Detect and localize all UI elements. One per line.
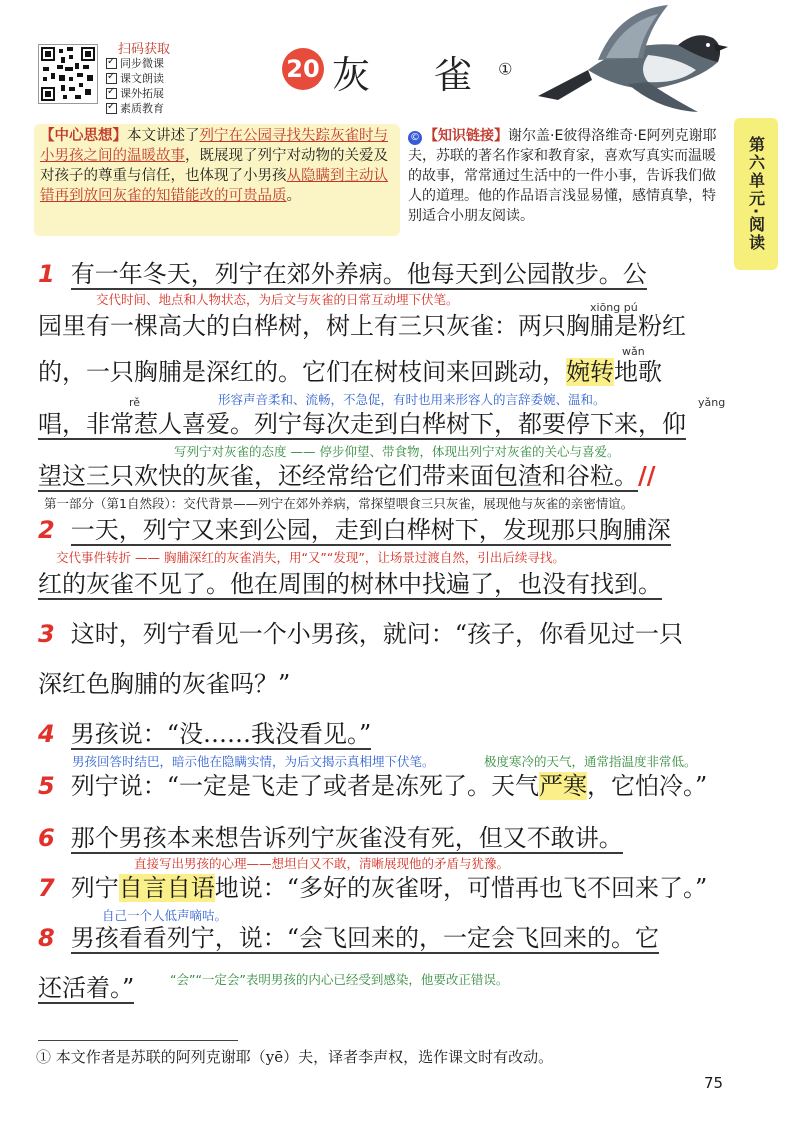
unit-tab[interactable]: 第六单元·阅读 [734,118,778,270]
p5-text: 列宁说：“一定是飞走了或者是冻死了。天气 [70,772,539,800]
pinyin-re: rě [129,396,141,409]
p1-line-1 [38,254,738,294]
lesson-number-badge: 20 [282,48,324,90]
scan-title: 扫码获取 [118,42,171,57]
lesson-title-text: 灰 雀 [332,53,499,97]
check-icon [106,103,117,114]
p3-line-1 [38,614,738,654]
check-icon [106,88,117,99]
p1-line-2: 园里有一棵高大的白桦树，树上有三只灰雀：两只胸脯是粉红 [38,312,686,340]
check-icon [106,73,117,84]
note-p1-setting: 交代时间、地点和人物状态，为后文与灰雀的日常互动埋下伏笔。 [96,292,459,307]
p1-text: 地歌 [614,358,662,386]
p4-text: 男孩说：“没……我没看见。” [70,720,372,748]
p1-line-5 [38,456,738,496]
p1-text: 唱，非常惹人喜爱。列宁每次走到白桦树下，都要停下来，仰 [38,410,686,438]
note-ziyanziyu: 自己一个人低声嘀咕。 [102,908,228,923]
center-idea-underline: 从隐瞒到主动认错再到放回灰雀的知错能改的可贵品质 [40,168,388,204]
keyword-ziyanziyu[interactable]: 自言自语 [118,874,215,902]
p5-line-1 [38,766,738,806]
pinyin-wan: wǎn [622,345,645,358]
section-divider: // [638,461,656,490]
center-idea-tag: 【中心思想】 [40,128,127,144]
p8-line-1 [38,918,738,958]
paragraph-number: 7 [38,874,55,902]
footnote-divider [38,1040,238,1041]
p4-line-1 [38,714,738,754]
p7-text: 地说：“多好的灰雀呀，可惜再也飞不回来了。” [214,874,708,902]
p1-line-4 [38,404,738,444]
p2-line-1 [38,510,738,550]
lesson-title [332,44,512,99]
p7-line-1 [38,868,738,908]
knowledge-link-text: 谢尔盖·E彼得洛维奇·E阿列克谢耶夫，苏联的著名作家和教育家，喜欢写真实而温暖的故事，常常通过生活中的一件小事，告诉我们做人的道理。他的作品语言浅显易懂，感情真挚，特别适合小朋友阅读。 [408,128,717,224]
p2-line-2 [38,564,738,604]
p1-text: 有一年冬天，列宁在郊外养病。他每天到公园散步。公 [70,260,647,288]
scan-item-label: 素质教育 [120,102,164,115]
note-boy-mind: 直接写出男孩的心理——想坦白又不敢，清晰展现他的矛盾与犹豫。 [134,856,510,871]
check-icon [106,58,117,69]
paragraph-number: 6 [38,824,55,852]
page-number: 75 [704,1074,724,1092]
p5-text: ，它怕冷。” [586,772,708,800]
paragraph-number: 4 [38,720,55,748]
scan-item-label: 课文朗读 [120,72,164,85]
paragraph-number: 5 [38,772,55,800]
p7-text: 列宁 [70,874,119,902]
p8-text: 男孩看看列宁，说：“会飞回来的，一定会飞回来的。它 [70,924,659,952]
keyword-yanhan[interactable]: 严寒 [538,772,587,800]
center-idea-part: 本文讲述了 [127,128,200,144]
p3-text: 这时，列宁看见一个小男孩，就问：“孩子，你看见过一只 [70,620,683,648]
center-idea-underline: 列宁在公园寻找失踪灰雀时与小男孩之间的温暖故事 [40,128,388,164]
note-boy-hiding: 男孩回答时结巴，暗示他在隐瞒实情，为后文揭示真相埋下伏笔。 [72,754,435,769]
p2-text: 一天，列宁又来到公园，走到白桦树下，发现那只胸脯深 [70,516,671,544]
p2-text: 红的灰雀不见了。他在周围的树林中找遍了，也没有找到。 [38,570,662,598]
info-icon: © [410,132,420,143]
note-part-one-text: 第一部分（第1自然段）：交代背景——列宁在郊外养病，常探望喂食三只灰雀，展现他与灰雀的亲密情谊。 [44,496,634,511]
p1-text: 望这三只欢快的灰雀，还经常给它们带来面包渣和谷粒。 [38,462,638,490]
scan-list [106,56,164,116]
p6-line-1 [38,818,738,858]
footnote: ① 本文作者是苏联的阿列克谢耶（yē）夫，译者李声权，选作课文时有改动。 [36,1048,554,1066]
scan-item-label: 课外拓展 [120,87,164,100]
note-attitude: 写列宁对灰雀的态度 —— 停步仰望、带食物，体现出列宁对灰雀的关心与喜爱。 [174,444,620,459]
pinyin-xiongpu: xiōng pú [590,301,638,314]
scan-item[interactable] [106,101,164,116]
title-footnote-mark: ① [498,59,513,79]
keyword-wanzhuan[interactable]: 婉转 [566,358,614,386]
center-idea-text [40,126,396,206]
knowledge-link [408,126,724,226]
note-hui: “会”“一定会”表明男孩的内心已经受到感染，他要改正错误。 [170,972,509,987]
note-yanhan: 极度寒冷的天气，通常指温度非常低。 [484,754,697,769]
paragraph-number: 3 [38,620,55,648]
p8-text: 还活着。” [38,974,135,1002]
center-idea-part: 。 [286,188,301,204]
paragraph-number: 1 [38,260,55,288]
paragraph-number: 2 [38,516,55,544]
p1-text: 的，一只胸脯是深红的。它们在树枝间来回跳动， [38,358,566,386]
note-wanzhuan: 形容声音柔和、流畅，不急促，有时也用来形容人的言辞委婉、温和。 [218,392,606,407]
pinyin-yang: yǎng [698,396,726,409]
p1-line-3 [38,352,738,392]
p3-line-2: 深红色胸脯的灰雀吗？” [38,670,291,698]
center-idea-part: ，既展现了列宁对动物的关爱及对孩子的尊重与信任，也体现了小男孩 [40,148,388,184]
bird-illustration [528,0,748,120]
note-turning-point: 交代事件转折 —— 胸脯深红的灰雀消失，用“又”“发现”，让场景过渡自然，引出后续寻找。 [56,550,565,565]
paragraph-number: 8 [38,924,55,952]
knowledge-link-tag: 【知识链接】 [424,128,508,144]
p6-text: 那个男孩本来想告诉列宁灰雀没有死，但又不敢讲。 [70,824,623,852]
qr-code[interactable] [38,44,98,104]
scan-item-label: 同步微课 [120,57,164,70]
